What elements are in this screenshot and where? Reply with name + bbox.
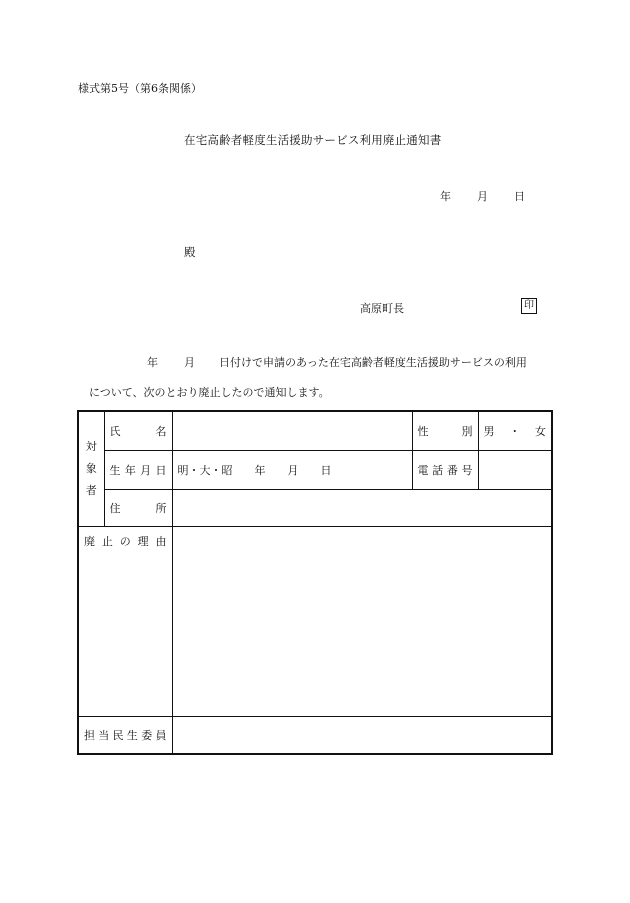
dob-label: 生年月日 — [104, 450, 172, 489]
issuer-name: 高原町長 — [360, 302, 404, 315]
gender-options[interactable]: 男 ・ 女 — [478, 411, 552, 450]
welfare-commissioner-label: 担当民生委員 — [78, 716, 172, 754]
phone-field[interactable] — [478, 450, 552, 489]
address-field[interactable] — [172, 489, 552, 526]
reason-field[interactable] — [172, 526, 552, 716]
date-year: 年 — [440, 190, 451, 203]
body-line-1 — [147, 354, 527, 370]
form-number-label: 様式第5号（第6条関係） — [78, 82, 202, 95]
body-year: 年 — [147, 356, 158, 369]
subject-label: 対象者 — [78, 411, 104, 526]
welfare-commissioner-field[interactable] — [172, 716, 552, 754]
notice-form-table — [77, 410, 553, 755]
date-month: 月 — [477, 190, 488, 203]
name-label: 氏 名 — [104, 411, 172, 450]
dob-field[interactable]: 明・大・昭 年 月 日 — [172, 450, 412, 489]
reason-label: 廃止の理由 — [78, 526, 172, 716]
body-month: 月 — [184, 356, 195, 369]
addressee-suffix: 殿 — [184, 245, 196, 259]
body-line1-rest: 日付けで申請のあった在宅高齢者軽度生活援助サービスの利用 — [219, 356, 527, 369]
date-line — [440, 188, 525, 204]
phone-label: 電話番号 — [412, 450, 478, 489]
gender-label: 性 別 — [412, 411, 478, 450]
date-day: 日 — [514, 190, 525, 203]
document-title: 在宅高齢者軽度生活援助サービス利用廃止通知書 — [184, 133, 442, 147]
body-line-2: について、次のとおり廃止したので通知します。 — [89, 386, 330, 399]
name-field[interactable] — [172, 411, 412, 450]
seal-mark: 印 — [521, 298, 537, 314]
address-label: 住 所 — [104, 489, 172, 526]
